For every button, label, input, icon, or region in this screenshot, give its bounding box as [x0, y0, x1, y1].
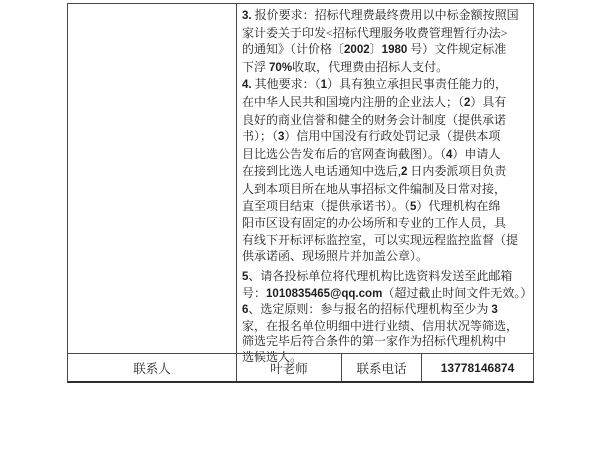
- content-line: 阳市区设有固定的办公场所和专业的工作人员，具: [242, 216, 507, 231]
- content-line: 筛选完毕后符合条件的第一家作为招标代理机构中: [242, 334, 507, 349]
- content-line-email: 号：1010835465@qq.com（超过截止时间文件无效。）: [242, 285, 533, 300]
- contact-phone-number: 1 3 7 7 8 1 4 6 8 7 4: [440, 360, 515, 375]
- content-line: 选候选人。: [242, 349, 303, 364]
- empty-label-cell: [68, 4, 237, 353]
- content-line: 供承诺函、现场照片并加盖公章）。: [242, 249, 429, 264]
- bid-notice-table: [67, 3, 534, 383]
- contact-person-label: 联系人: [68, 354, 237, 381]
- contact-phone-label: 联系电话: [342, 354, 422, 381]
- content-line: 3. 报价要求：招标代理费最终费用以中标金额按照国: [242, 8, 519, 22]
- content-line: 下浮 70%收取，代理费由招标人支付。: [242, 59, 449, 74]
- content-line: 目比选公告发布后的官网查询截图）。（4）申请人: [242, 146, 501, 161]
- content-line: 6、选定原则：参与报名的招标代理机构至少为 3: [242, 302, 498, 317]
- content-line: 家，在报名单位明细中进行业绩、信用状况等筛选，: [242, 318, 519, 333]
- content-line: 人到本项目所在地从事招标文件编制及日常对接，: [242, 181, 507, 196]
- content-line: 家计委关于印发<招标代理服务收费管理暂行办法>: [242, 25, 508, 40]
- content-line: 良好的商业信誉和健全的财务会计制度（提供承诺: [242, 112, 507, 127]
- contact-row: [68, 353, 533, 381]
- content-line: 直至项目结束（提供承诺书）。（5）代理机构在绵: [242, 198, 501, 213]
- content-line: 的通知》（计价格〔2002〕1980 号）文件规定标准: [242, 42, 507, 57]
- content-line: 5、请各投标单位将代理机构比选资料发送至此邮箱: [242, 268, 513, 283]
- content-line: 书）；（3）信用中国没有行政处罚记录（提供本项: [242, 129, 501, 144]
- contact-person-name: 叶老师: [237, 354, 342, 381]
- content-line: 在中华人民共和国境内注册的企业法人；（2）具有: [242, 94, 507, 109]
- content-line: 有线下开标评标监控室，可以实现远程监控监督（提: [242, 232, 519, 247]
- requirements-row: [68, 4, 533, 364]
- content-line: 在接到比选人电话通知中选后,2 日内委派项目负责: [242, 164, 507, 179]
- requirements-cell: [237, 4, 534, 364]
- content-line: 4. 其他要求：（1）具有独立承担民事责任能力的，: [242, 77, 508, 92]
